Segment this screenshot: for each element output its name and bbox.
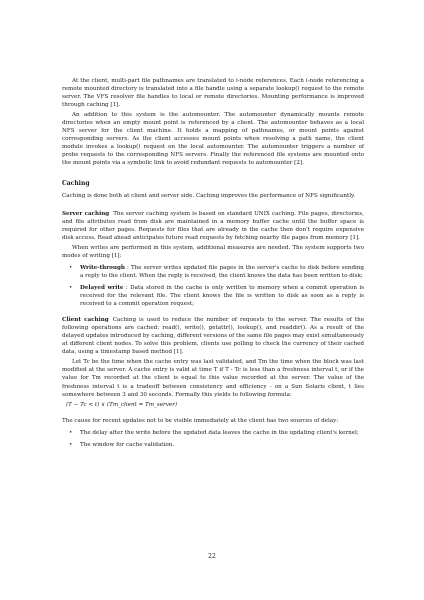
paragraph-automounter: An addition to this system is the automounter. The automounter dynamically mounts remote directories when an empty mount point is referenced by a client. The automounter behaves as a local NFS server for the client machine. It holds a mapping of pathnames, or mount points against corresponding servers. As the client accesses mount points when resolving a path name, the client module invokes a lookup() request on the local automounter. The automounter triggers a number of probe requests to the corresponding NFS servers. Finally the referenced file systems are mounted onto the mount points via a symbolic link to avoid redundant requests to automounter [2]. [62, 112, 364, 167]
bullet-icon: • [69, 284, 73, 291]
bullet-icon: • [69, 429, 73, 436]
paragraph-mount-translation: At the client, multi-part file pathnames are translated to i-node references. Each i-node referencing a remote mounted directory is translated into a file handle using a separate lookup() request to the remote server. The VFS resolver file handles to local or remote directories. Mounting performance is improved through caching [1]. [62, 78, 364, 109]
paragraph-cache-validity: Let Tc be the time when the cache entry was last validated, and Tm the time when the block was last modified at the server. A cache entry is valid at time T if T - Tc is less than a freshness interval t, or if the value for Tm recorded at the client is equal to this value recorded at the server. The value of the freshness interval t is a tradeoff between consistency and efficiency - on a Sun Solaris client, t lies somewhere between 3 and 30 seconds. Formally this yields to following formula: [62, 359, 364, 398]
validity-formula: (T − Tc < t) ∨ (Tm_client = Tm_server) [66, 401, 178, 408]
paragraph-delay-sources: The cause for recent updates not to be visible immediately at the client has two sources of delay: [62, 417, 339, 424]
delay-sources-list [62, 429, 364, 449]
validation-window-text: The window for cache validation. [80, 441, 175, 448]
paragraph-client-caching [62, 316, 364, 356]
bullet-icon: • [69, 441, 73, 448]
bullet-icon: • [69, 264, 73, 271]
term-delayed-write: Delayed write [80, 284, 124, 291]
list-item-delay [62, 429, 364, 437]
subheading-client-caching: Client caching [62, 317, 109, 324]
document-page [62, 77, 364, 453]
subheading-server-caching: Server caching [62, 210, 110, 217]
server-caching-text: The server caching system is based on standard UNIX caching. File pages, directories, and file attributes read from disk are maintained in a memory buffer cache until the buffer space is required for other pages. Requests for files that are already in the cache then don't require expensive disk access. Read ahead anticipates future read requests by fetching nearby file pages from memory [1]. [62, 210, 364, 241]
delay-item-text: The delay after the write before the updated data leaves the cache in the updating client's kernel; [80, 429, 359, 436]
section-heading-caching: Caching [62, 179, 90, 187]
list-item-write-through [62, 264, 364, 280]
page-number: 22 [208, 553, 216, 560]
list-item-delayed-write [62, 284, 364, 308]
client-caching-text: Caching is used to reduce the number of requests to the server. The results of the following operations are cached: read(), write(), getattr(), lookup(), and readdir(). As a result of the delayed updates introduced by caching, different versions of the same file pages may exist simultaneously at different client nodes. To solve this problem, clients use polling to check the currency of their cached data, using a timestamp based method [1]. [62, 317, 365, 356]
write-modes-list [62, 264, 364, 308]
paragraph-server-caching [62, 210, 364, 242]
delayed-write-text: : Data stored in the cache is only written to memory when a commit operation is received for the relevant file. The client knows the file is written to disk as soon as a reply is received to a commit operation request; [80, 284, 364, 308]
list-item-validation-window [62, 441, 364, 449]
paragraph-write-modes: When writes are performed in this system, additional measures are needed. The system supports two modes of writing [1]: [62, 244, 364, 259]
paragraph-caching-intro: Caching is done both at client and server side. Caching improves the performance of NFS significantly. [62, 192, 356, 199]
write-through-text: : The server writes updated file pages in the server's cache to disk before sending a reply to the client. When the reply is received, the client knows the data has been written to disk; [80, 264, 365, 279]
term-write-through: Write-through [80, 264, 125, 271]
